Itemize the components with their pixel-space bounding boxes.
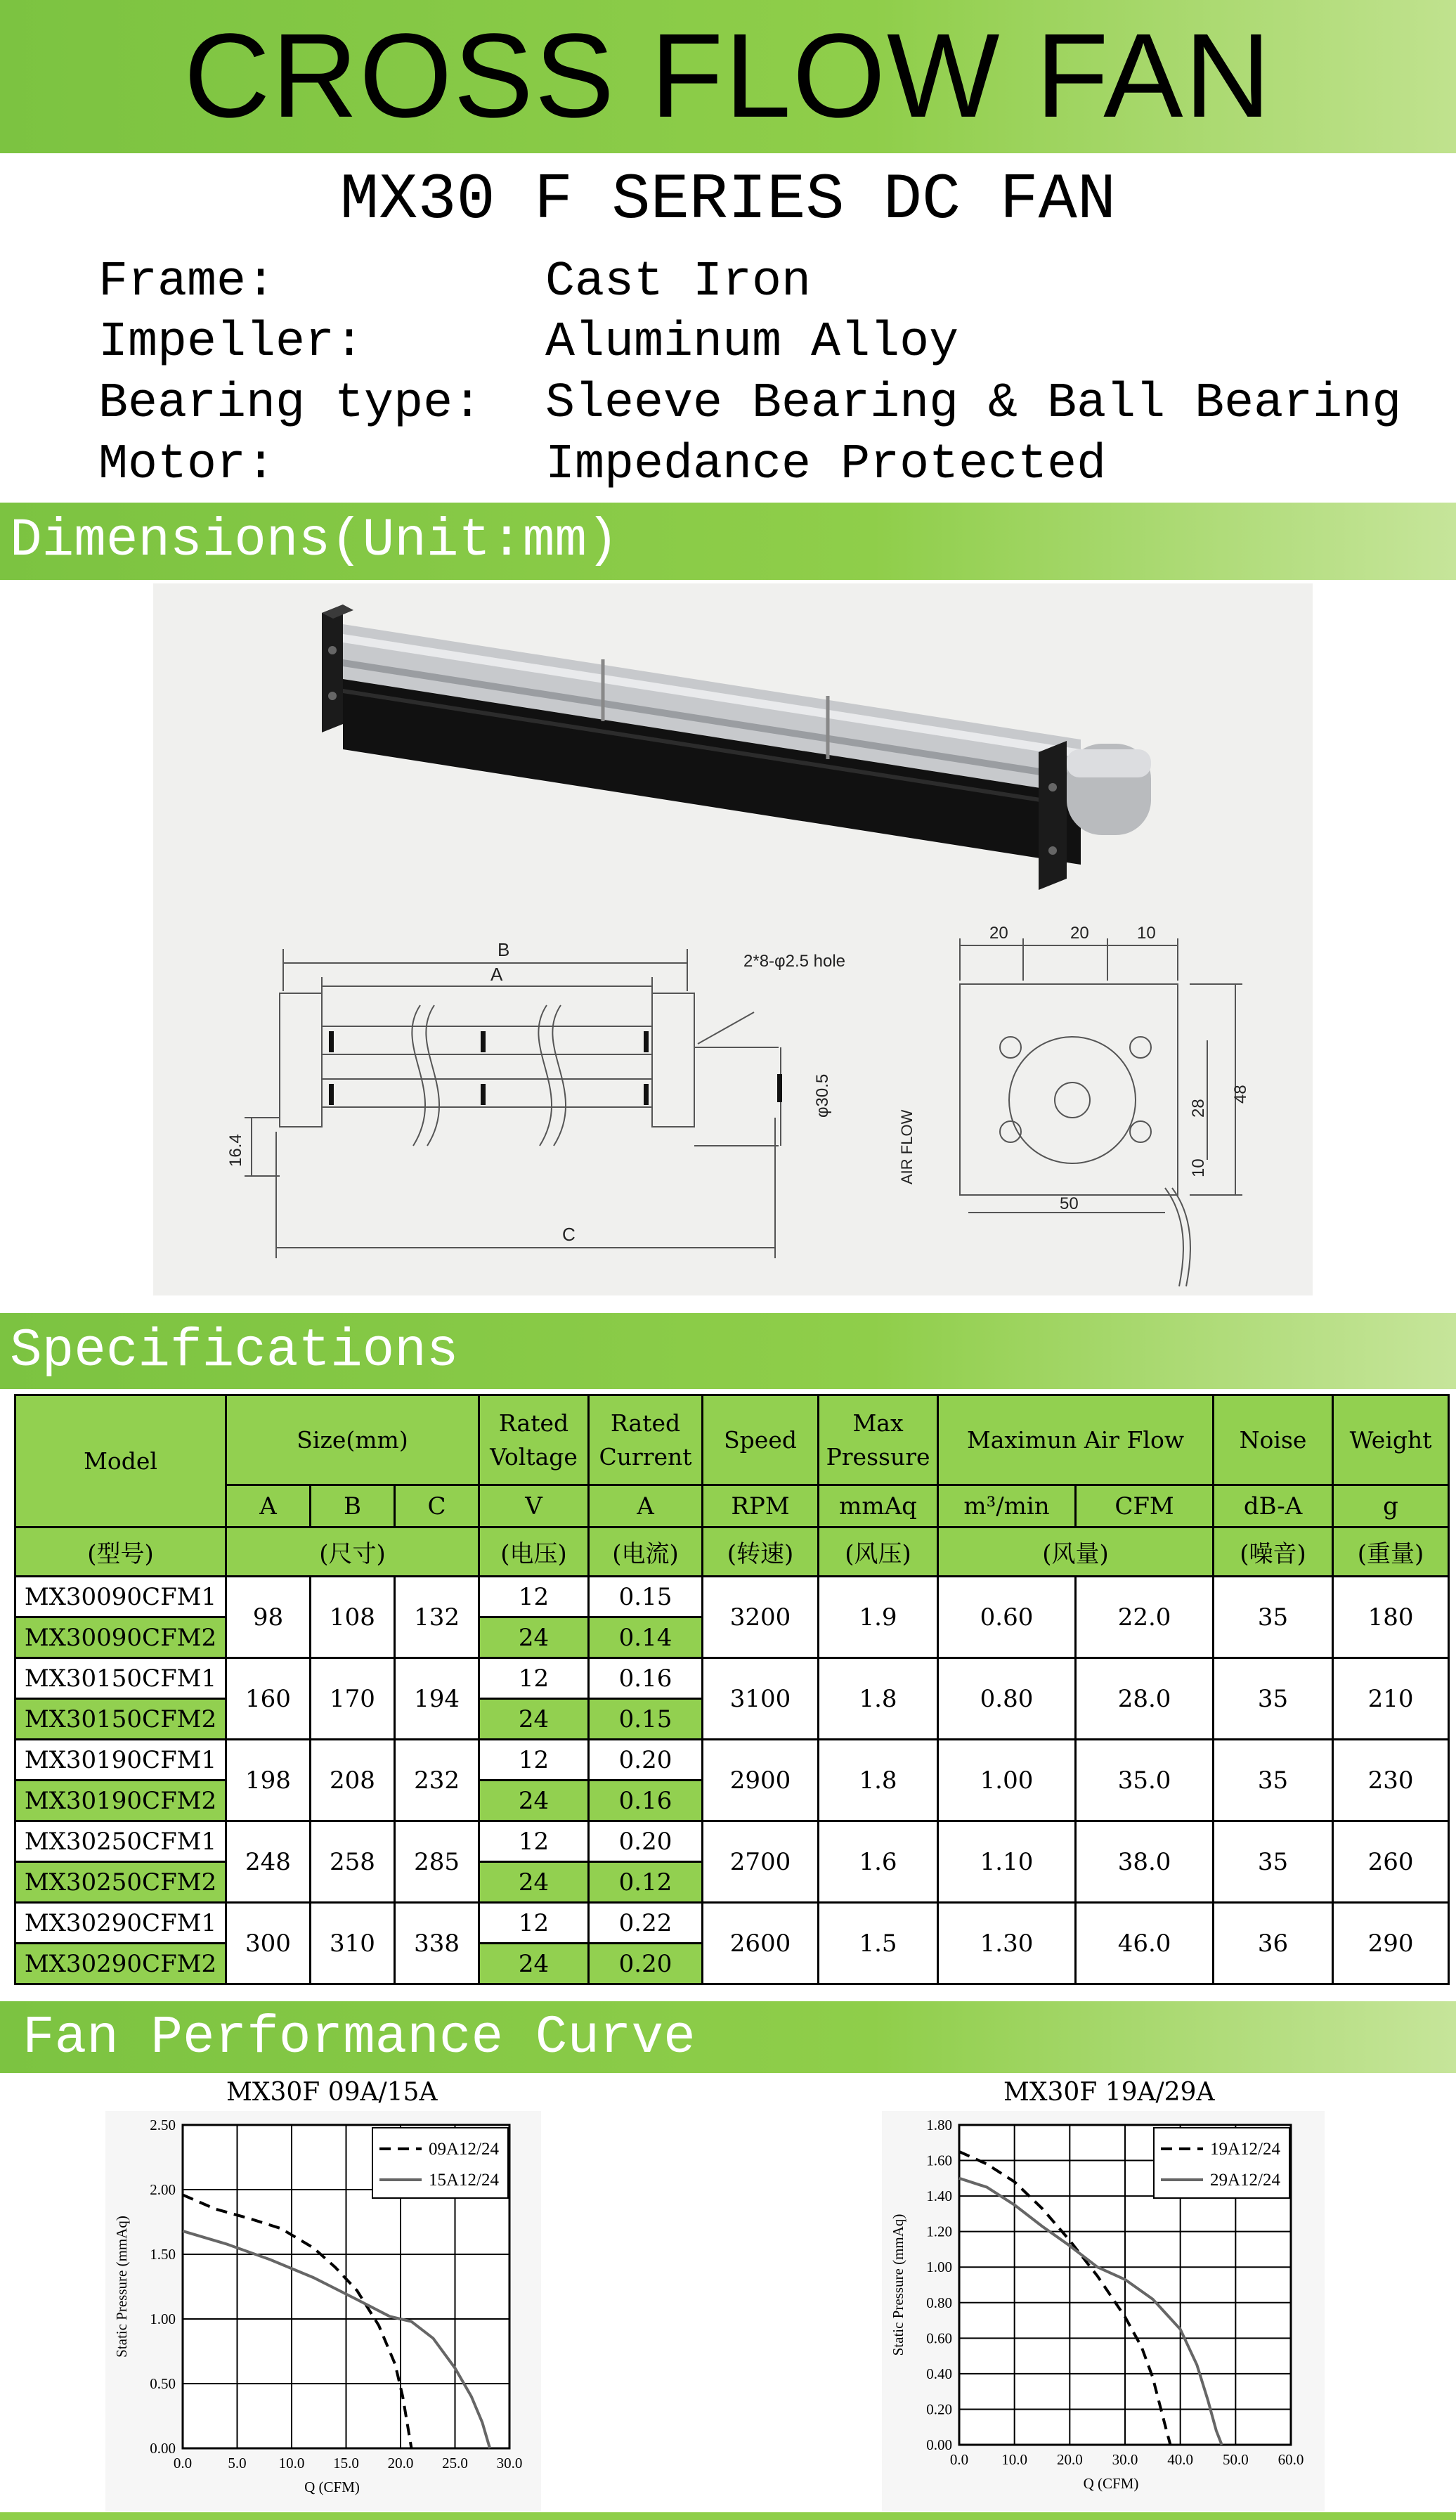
prop-label-bearing: Bearing type: [98,376,483,432]
x-tick-label: 0.0 [173,2455,193,2471]
y-tick-label: 1.50 [150,2246,176,2263]
current-cell: 0.22 [589,1903,703,1944]
section-title-performance: Fan Performance Curve [22,2008,696,2068]
x-tick-label: 30.0 [496,2455,523,2471]
model-cell: MX30250CFM1 [15,1821,226,1862]
col-header-voltage: Rated Voltage [479,1395,589,1485]
voltage-cell: 12 [479,1740,589,1781]
airflow-label: AIR FLOW [898,1109,916,1184]
legend-label: 29A12/24 [1210,2171,1280,2190]
front-view-marks [329,1031,782,1105]
size-b-cell: 108 [311,1577,395,1658]
title-band [0,0,1456,153]
unit-cell: A [226,1485,311,1527]
voltage-cell: 12 [479,1577,589,1617]
unit-cell: C [395,1485,479,1527]
dim-20a: 20 [989,924,1008,943]
flow-cfm-cell: 46.0 [1076,1903,1214,1984]
voltage-cell: 24 [479,1699,589,1740]
current-cell: 0.16 [589,1781,703,1821]
product-image-area [153,583,1313,1295]
voltage-cell: 24 [479,1944,589,1984]
pressure-cell: 1.8 [819,1658,938,1740]
x-tick-label: 60.0 [1278,2451,1304,2468]
flow-cfm-cell: 22.0 [1076,1577,1214,1658]
model-cell: MX30290CFM1 [15,1903,226,1944]
current-cell: 0.15 [589,1577,703,1617]
current-cell: 0.16 [589,1658,703,1699]
chart-title-1: MX30F 09A/15A [226,2078,438,2107]
model-cell: MX30190CFM2 [15,1781,226,1821]
page-title: CROSS FLOW FAN [183,9,1273,143]
size-a-cell: 160 [226,1658,311,1740]
speed-cell: 2900 [703,1740,819,1821]
x-tick-label: 10.0 [278,2455,305,2471]
unit-cell: A [589,1485,703,1527]
prop-value-bearing: Sleeve Bearing & Ball Bearing [545,376,1402,432]
y-tick-label: 2.50 [150,2117,176,2133]
unit-cell: g [1333,1485,1449,1527]
size-c-cell: 232 [395,1740,479,1821]
current-cell: 0.20 [589,1821,703,1862]
y-tick-label: 0.00 [150,2440,176,2457]
y-tick-label: 0.80 [926,2294,952,2311]
unit-cell: m³/min [938,1485,1076,1527]
unit-cell: dB-A [1214,1485,1333,1527]
cn-cell: (尺寸) [226,1527,479,1577]
prop-value-frame: Cast Iron [545,254,812,310]
noise-cell: 35 [1214,1740,1333,1821]
x-tick-label: 10.0 [1001,2451,1028,2468]
current-cell: 0.20 [589,1740,703,1781]
x-tick-label: 40.0 [1167,2451,1194,2468]
speed-cell: 2700 [703,1821,819,1903]
y-tick-label: 1.60 [926,2152,952,2169]
cn-cell: (重量) [1333,1527,1449,1577]
prop-value-impeller: Aluminum Alloy [545,315,959,370]
footer-band [0,2512,1456,2520]
voltage-cell: 12 [479,1821,589,1862]
x-tick-label: 15.0 [333,2455,359,2471]
col-header-pressure: Max Pressure [819,1395,938,1485]
weight-cell: 230 [1333,1740,1449,1821]
flow-cfm-cell: 38.0 [1076,1821,1214,1903]
unit-cell: B [311,1485,395,1527]
pressure-cell: 1.9 [819,1577,938,1658]
flow-m3-cell: 0.80 [938,1658,1076,1740]
current-cell: 0.15 [589,1699,703,1740]
dim-label-c: C [562,1224,576,1245]
y-tick-label: 1.00 [150,2311,176,2327]
y-tick-label: 1.40 [926,2188,952,2205]
section-band-performance [0,2001,1456,2073]
drawing-labels [226,924,1250,1245]
x-tick-label: 20.0 [387,2455,414,2471]
pressure-cell: 1.5 [819,1903,938,1984]
pressure-cell: 1.6 [819,1821,938,1903]
spec-table [14,1394,1450,1985]
model-cell: MX30290CFM2 [15,1944,226,1984]
x-tick-label: 30.0 [1112,2451,1138,2468]
voltage-cell: 24 [479,1781,589,1821]
y-axis-label: Static Pressure (mmAq) [890,2214,906,2356]
col-header-size: Size(mm) [226,1395,479,1485]
dim-dia: φ30.5 [813,1073,832,1118]
weight-cell: 260 [1333,1821,1449,1903]
col-header-weight: Weight [1333,1395,1449,1485]
y-tick-label: 1.80 [926,2117,952,2133]
dim-10b: 10 [1189,1158,1208,1177]
current-cell: 0.14 [589,1617,703,1658]
flow-m3-cell: 1.30 [938,1903,1076,1984]
weight-cell: 180 [1333,1577,1449,1658]
current-cell: 0.20 [589,1944,703,1984]
size-a-cell: 198 [226,1740,311,1821]
fan-drawing [153,583,1313,1295]
flow-m3-cell: 1.00 [938,1740,1076,1821]
noise-cell: 35 [1214,1577,1333,1658]
y-tick-label: 1.00 [926,2259,952,2276]
voltage-cell: 12 [479,1903,589,1944]
noise-cell: 35 [1214,1658,1333,1740]
flow-cfm-cell: 35.0 [1076,1740,1214,1821]
legend-label: 19A12/24 [1210,2140,1280,2159]
speed-cell: 2600 [703,1903,819,1984]
voltage-cell: 24 [479,1617,589,1658]
y-tick-label: 2.00 [150,2181,176,2198]
col-header-speed: Speed [703,1395,819,1485]
model-cell: MX30090CFM1 [15,1577,226,1617]
dim-48: 48 [1231,1085,1250,1104]
noise-cell: 35 [1214,1821,1333,1903]
y-tick-label: 0.60 [926,2330,952,2347]
y-tick-label: 0.50 [150,2375,176,2392]
cn-cell: (电压) [479,1527,589,1577]
size-a-cell: 248 [226,1821,311,1903]
dim-label-b: B [498,939,510,960]
unit-cell: RPM [703,1485,819,1527]
col-header-current: Rated Current [589,1395,703,1485]
y-tick-label: 1.20 [926,2223,952,2240]
y-tick-label: 0.20 [926,2401,952,2418]
size-b-cell: 258 [311,1821,395,1903]
size-c-cell: 194 [395,1658,479,1740]
prop-label-motor: Motor: [98,437,276,493]
y-tick-label: 0.00 [926,2436,952,2453]
unit-cell: CFM [1076,1485,1214,1527]
cn-cell: (风量) [938,1527,1214,1577]
y-axis-label: Static Pressure (mmAq) [113,2216,130,2358]
size-b-cell: 310 [311,1903,395,1984]
speed-cell: 3100 [703,1658,819,1740]
flow-cfm-cell: 28.0 [1076,1658,1214,1740]
hole-note: 2*8-φ2.5 hole [743,952,845,971]
noise-cell: 36 [1214,1903,1333,1984]
model-cell: MX30190CFM1 [15,1740,226,1781]
model-cell: MX30150CFM1 [15,1658,226,1699]
prop-value-motor: Impedance Protected [545,437,1107,493]
cn-cell: (转速) [703,1527,819,1577]
current-cell: 0.12 [589,1862,703,1903]
flow-m3-cell: 0.60 [938,1577,1076,1658]
x-tick-label: 0.0 [949,2451,969,2468]
x-axis-label: Q (CFM) [1083,2475,1139,2492]
x-tick-label: 20.0 [1056,2451,1083,2468]
legend-label: 15A12/24 [429,2171,499,2190]
unit-cell: mmAq [819,1485,938,1527]
unit-cell: V [479,1485,589,1527]
chart-1 [105,2111,541,2512]
y-tick-label: 0.40 [926,2365,952,2382]
cn-cell: (风压) [819,1527,938,1577]
x-tick-label: 5.0 [228,2455,247,2471]
front-view-drawing [245,949,781,1258]
flow-m3-cell: 1.10 [938,1821,1076,1903]
speed-cell: 3200 [703,1577,819,1658]
size-c-cell: 132 [395,1577,479,1658]
section-title-dimensions: Dimensions(Unit:mm) [10,510,619,571]
section-band-specifications [0,1313,1456,1389]
x-axis-label: Q (CFM) [304,2479,360,2495]
dim-20b: 20 [1070,924,1089,943]
weight-cell: 210 [1333,1658,1449,1740]
page-subtitle: MX30 F SERIES DC FAN [339,163,1117,237]
fan-photo [322,605,1151,890]
col-header-model: Model [15,1395,226,1527]
size-c-cell: 285 [395,1821,479,1903]
size-c-cell: 338 [395,1903,479,1984]
cn-cell: (噪音) [1214,1527,1333,1577]
size-a-cell: 300 [226,1903,311,1984]
size-b-cell: 170 [311,1658,395,1740]
col-header-airflow: Maximun Air Flow [938,1395,1214,1485]
prop-label-impeller: Impeller: [98,315,365,370]
x-tick-label: 25.0 [442,2455,468,2471]
dim-50: 50 [1060,1194,1079,1213]
x-tick-label: 50.0 [1222,2451,1249,2468]
size-b-cell: 208 [311,1740,395,1821]
dim-10: 10 [1137,924,1156,943]
prop-label-frame: Frame: [98,254,276,310]
chart-title-2: MX30F 19A/29A [1003,2078,1215,2107]
section-band-dimensions [0,503,1456,580]
pressure-cell: 1.8 [819,1740,938,1821]
dim-16-4: 16.4 [226,1134,245,1167]
model-cell: MX30090CFM2 [15,1617,226,1658]
weight-cell: 290 [1333,1903,1449,1984]
dim-28: 28 [1189,1099,1208,1118]
chart-2 [882,2111,1325,2512]
dim-label-a: A [490,964,503,985]
model-cell: MX30250CFM2 [15,1862,226,1903]
size-a-cell: 98 [226,1577,311,1658]
cn-cell: (电流) [589,1527,703,1577]
section-title-specifications: Specifications [10,1321,459,1381]
voltage-cell: 24 [479,1862,589,1903]
model-cell: MX30150CFM2 [15,1699,226,1740]
cn-cell: (型号) [15,1527,226,1577]
legend-label: 09A12/24 [429,2140,499,2159]
voltage-cell: 12 [479,1658,589,1699]
col-header-noise: Noise [1214,1395,1333,1485]
